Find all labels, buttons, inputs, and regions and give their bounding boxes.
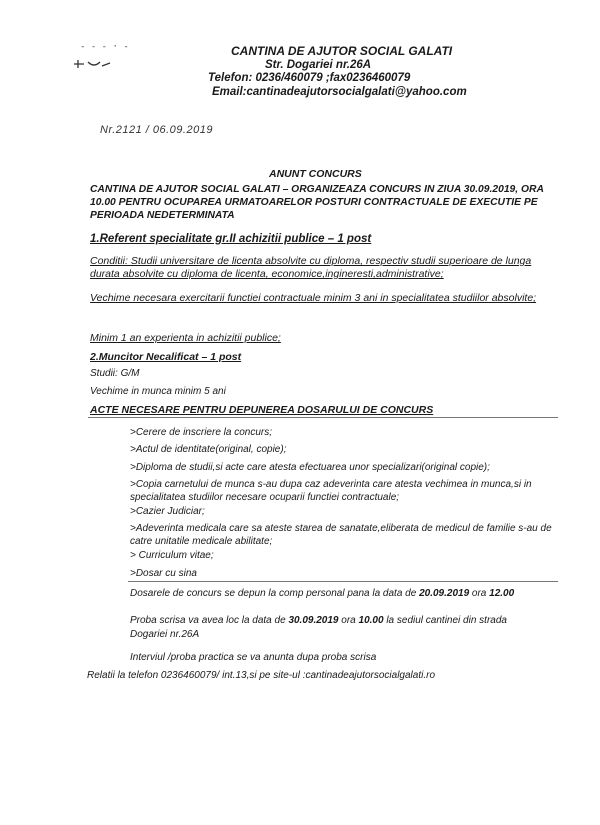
doc-item-work-record: >Copia carnetului de munca s-au dupa caz adeverinta care atesta vechimea in munca,si in specialitatea studiilor necesare ocuparii functiei contractuale; [130, 479, 532, 503]
deadline-line [130, 588, 514, 599]
post2-title: 2.Muncitor Necalificat – 1 post [90, 351, 242, 363]
institution-street: Str. Dogariei nr.26A [265, 59, 372, 71]
doc-item-application: >Cerere de inscriere la concurs; [130, 427, 273, 438]
deadline-text: Dosarele de concurs se depun la comp personal pana la data de [130, 588, 420, 599]
document-title: ANUNT CONCURS [269, 168, 362, 180]
documents-heading: ACTE NECESARE PENTRU DEPUNEREA DOSARULUI DE CONCURS [90, 404, 434, 416]
deadline-date: 20.09.2019 [419, 588, 470, 599]
exam-rest: la sediul cantinei din strada [383, 615, 507, 626]
exam-text: Proba scrisa va avea loc la data de [130, 615, 289, 626]
exam-line [130, 615, 507, 626]
exam-ora: ora [338, 615, 359, 626]
corner-mark: - - - · - [80, 42, 129, 52]
exam-date: 30.09.2019 [288, 615, 339, 626]
post1-experience: Minim 1 an experienta in achizitii publice; [90, 332, 281, 344]
doc-item-medical: >Adeverinta medicala care sa ateste starea de sanatate,eliberata de medicul de familie s-au de catre unitatile medicale abilitate; [130, 523, 552, 547]
exam-time: 10.00 [358, 615, 384, 626]
interview-note: Interviul /proba practica se va anunta dupa proba scrisa [130, 652, 377, 663]
institution-name: CANTINA DE AJUTOR SOCIAL GALATI [231, 44, 453, 58]
scribble-mark [72, 58, 112, 72]
post1-conditions: Conditii: Studii universitare de licenta absolvite cu diploma, respectiv studii superioare de lunga durata absolvite cu diploma de licenta, economice,ingineresti,administrative; [90, 255, 532, 280]
contact-line: Relatii la telefon 0236460079/ int.13,si pe site-ul :cantinadeajutorsocialgalati.ro [87, 670, 436, 681]
doc-item-criminal-record: >Cazier Judiciar; [130, 506, 205, 517]
institution-email: Email:cantinadeajutorsocialgalati@yahoo.com [212, 86, 467, 98]
docs-bottom-divider [128, 581, 558, 582]
doc-item-cv: > Curriculum vitae; [130, 550, 214, 561]
registration-number: Nr.2121 / 06.09.2019 [100, 124, 213, 136]
post2-seniority: Vechime in munca minim 5 ani [90, 386, 226, 397]
post1-seniority: Vechime necesara exercitarii functiei contractuale minim 3 ani in specialitatea studiilor absolvite; [90, 292, 537, 304]
doc-item-identity: >Actul de identitate(original, copie); [130, 444, 287, 455]
doc-item-folder: >Dosar cu sina [130, 568, 197, 579]
institution-phone: Telefon: 0236/460079 ;fax0236460079 [208, 72, 411, 84]
deadline-time: 12.00 [489, 588, 515, 599]
documents-divider [88, 417, 558, 418]
doc-item-diploma: >Diploma de studii,si acte care atesta efectuarea unor specializari(original copie); [130, 462, 490, 473]
intro-paragraph: CANTINA DE AJUTOR SOCIAL GALATI – ORGANIZEAZA CONCURS IN ZIUA 30.09.2019, ORA 10.00 PENTRU OCUPAREA URMATOARELOR POSTURI CONTRACTUALE DE EXECUTIE PE PERIOADA NEDETERMINATA [90, 184, 544, 221]
post2-studies: Studii: G/M [90, 368, 140, 379]
exam-address: Dogariei nr.26A [130, 629, 200, 640]
deadline-ora: ora [469, 588, 490, 599]
post1-title: 1.Referent specialitate gr.II achizitii publice – 1 post [90, 233, 372, 245]
